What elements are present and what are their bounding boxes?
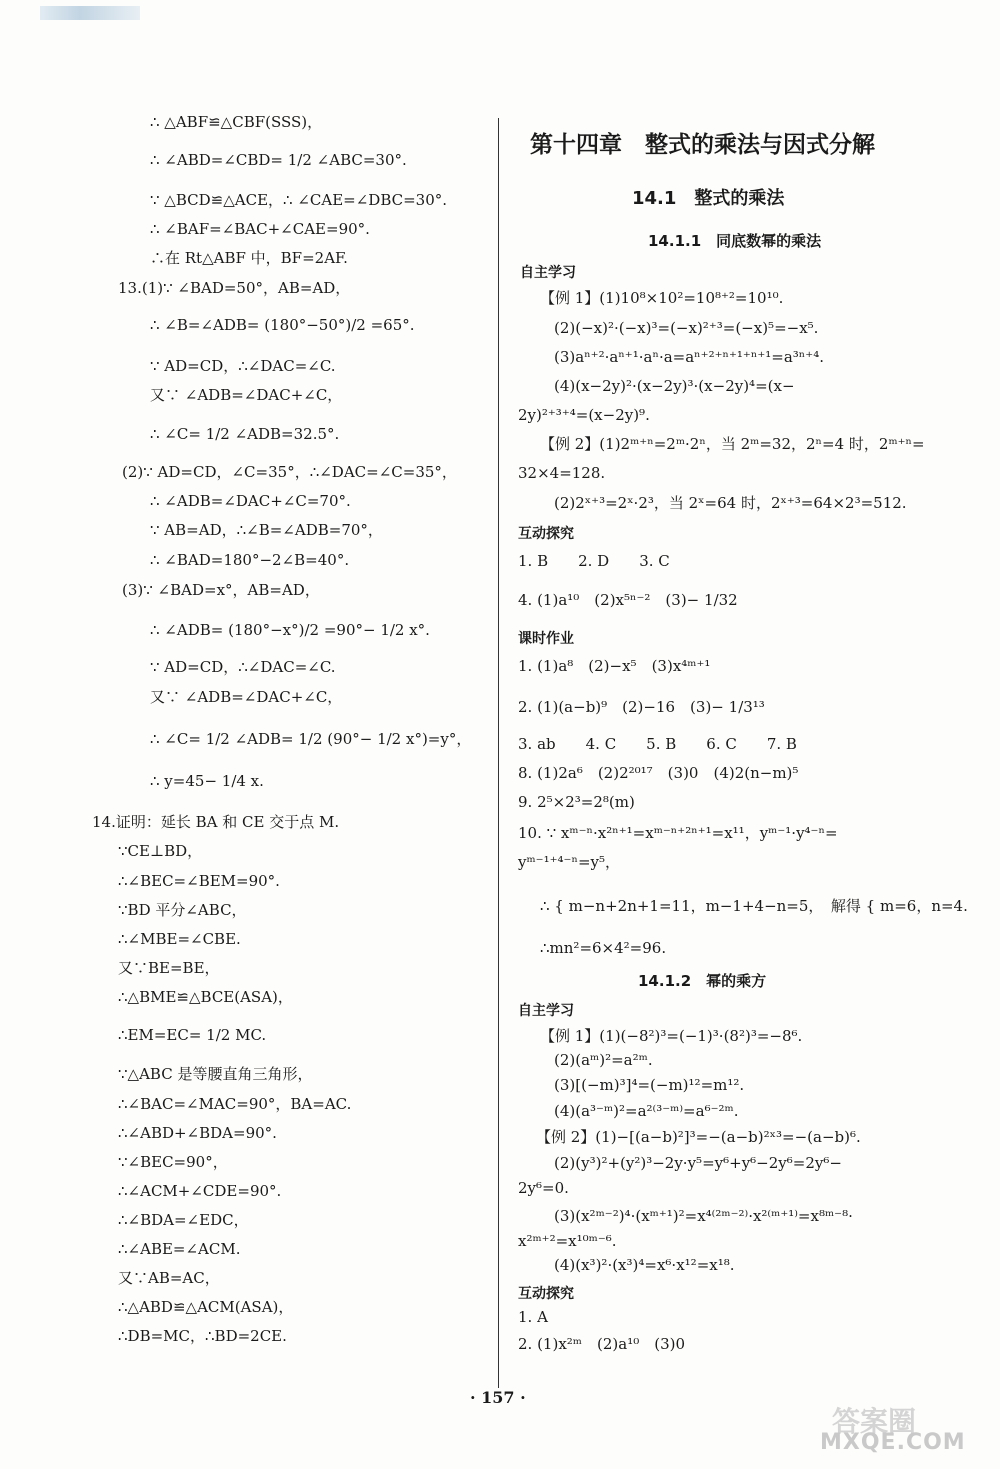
left-line: 又∵BE=BE，	[118, 959, 220, 977]
left-line: 13.(1)∵ ∠BAD=50°，AB=AD，	[118, 279, 351, 297]
right-line: 【例 2】(1)−[(a−b)²]³=−(a−b)²ˣ³=−(a−b)⁶.	[536, 1128, 861, 1146]
left-line: ∴ y=45− 1/4 x.	[150, 772, 264, 790]
right-line: 3. ab 4. C 5. B 6. C 7. B	[518, 735, 797, 753]
left-line: ∴∠ACM+∠CDE=90°.	[118, 1182, 282, 1200]
page-number: · 157 ·	[470, 1388, 526, 1407]
left-line: ∵ AD=CD，∴∠DAC=∠C.	[150, 357, 336, 375]
section-label: 自主学习	[520, 265, 576, 281]
right-line: (3)aⁿ⁺²·aⁿ⁺¹·aⁿ·a=aⁿ⁺²⁺ⁿ⁺¹⁺ⁿ⁺¹=a³ⁿ⁺⁴.	[554, 348, 824, 366]
right-line: (4)(x−2y)²·(x−2y)³·(x−2y)⁴=(x−	[554, 377, 795, 395]
left-line: ∵△ABC 是等腰直角三角形，	[118, 1065, 313, 1083]
left-line: ∴∠BDA=∠EDC，	[118, 1211, 249, 1229]
section-label: 课时作业	[518, 631, 574, 647]
left-line: ∴∠MBE=∠CBE.	[118, 930, 241, 948]
right-line: 8. (1)2a⁶ (2)2²⁰¹⁷ (3)0 (4)2(n−m)⁵	[518, 764, 799, 782]
section-label: 互动探究	[518, 1286, 574, 1302]
left-line: ∴ ∠ABD=∠CBD= 1/2 ∠ABC=30°.	[150, 151, 407, 169]
watermark-site: MXQE.COM	[820, 1430, 966, 1455]
right-line: 2y⁶=0.	[518, 1179, 569, 1197]
left-line: ∴∠BAC=∠MAC=90°，BA=AC.	[118, 1095, 352, 1113]
left-line: 又∵ ∠ADB=∠DAC+∠C，	[150, 386, 343, 404]
left-line: ∵ △BCD≌△ACE，∴ ∠CAE=∠DBC=30°.	[150, 191, 448, 209]
right-line: (2)(aᵐ)²=a²ᵐ.	[554, 1051, 653, 1069]
right-line: (2)2ˣ⁺³=2ˣ·2³，当 2ˣ=64 时，2ˣ⁺³=64×2³=512.	[554, 494, 907, 512]
right-line: x²ᵐ⁺²=x¹⁰ᵐ⁻⁶.	[518, 1232, 617, 1250]
left-line: ∴在 Rt△ABF 中，BF=2AF.	[150, 249, 348, 267]
section-label: 自主学习	[518, 1003, 574, 1019]
right-line: 1. (1)a⁸ (2)−x⁵ (3)x⁴ᵐ⁺¹	[518, 657, 711, 675]
right-line: 【例 1】(1)10⁸×10²=10⁸⁺²=10¹⁰.	[540, 289, 784, 307]
right-line: ∴mn²=6×4²=96.	[540, 939, 667, 957]
left-line: 14.证明：延长 BA 和 CE 交于点 M.	[92, 813, 340, 831]
watermark	[820, 1400, 980, 1460]
left-line: ∴△BME≌△BCE(ASA)，	[118, 988, 293, 1006]
subsection-title: 14.1.2 幂的乘方	[638, 972, 767, 990]
left-line: ∴ ∠C= 1/2 ∠ADB=32.5°.	[150, 425, 340, 443]
right-line: (4)(x³)²·(x³)⁴=x⁶·x¹²=x¹⁸.	[554, 1256, 735, 1274]
right-line: 10. ∵ xᵐ⁻ⁿ·x²ⁿ⁺¹=xᵐ⁻ⁿ⁺²ⁿ⁺¹=x¹¹，yᵐ⁻¹·y⁴⁻ⁿ=	[518, 824, 838, 842]
section-label: 互动探究	[518, 526, 574, 542]
right-line: 1. B 2. D 3. C	[518, 552, 670, 570]
right-line: (3)[(−m)³]⁴=(−m)¹²=m¹².	[554, 1076, 745, 1094]
chapter-title: 第十四章 整式的乘法与因式分解	[530, 132, 875, 158]
right-line: 2. (1)x²ᵐ (2)a¹⁰ (3)0	[518, 1335, 686, 1353]
subsection-title: 14.1.1 同底数幂的乘法	[648, 232, 822, 250]
left-line: ∴EM=EC= 1/2 MC.	[118, 1026, 267, 1044]
left-line: 又∵ ∠ADB=∠DAC+∠C，	[150, 688, 343, 706]
right-line: 4. (1)a¹⁰ (2)x⁵ⁿ⁻² (3)− 1/32	[518, 591, 738, 609]
right-line: 1. A	[518, 1308, 548, 1326]
left-line: ∴ △ABF≌△CBF(SSS)，	[150, 113, 323, 131]
right-line: (4)(a³⁻ᵐ)²=a²⁽³⁻ᵐ⁾=a⁶⁻²ᵐ.	[554, 1102, 739, 1120]
left-line: ∴∠ABE=∠ACM.	[118, 1240, 241, 1258]
left-line: (3)∵ ∠BAD=x°，AB=AD，	[122, 581, 320, 599]
left-line: ∴ ∠B=∠ADB= (180°−50°)/2 =65°.	[150, 316, 415, 334]
column-divider	[498, 118, 499, 1388]
section-title: 14.1 整式的乘法	[632, 188, 785, 209]
right-line: ∴ { m−n+2n+1=11，m−1+4−n=5， 解得 { m=6，n=4.	[540, 897, 968, 915]
right-line: 2y)²⁺³⁺⁴=(x−2y)⁹.	[518, 406, 650, 424]
left-line: ∵BD 平分∠ABC，	[118, 901, 247, 919]
right-line: yᵐ⁻¹⁺⁴⁻ⁿ=y⁵，	[518, 853, 620, 871]
left-line: ∴ ∠ADB=∠DAC+∠C=70°.	[150, 492, 351, 510]
left-line: ∴△ABD≌△ACM(ASA)，	[118, 1298, 294, 1316]
corner-decoration	[40, 6, 140, 20]
left-line: ∴∠ABD+∠BDA=90°.	[118, 1124, 277, 1142]
left-line: (2)∵ AD=CD，∠C=35°，∴∠DAC=∠C=35°，	[122, 463, 457, 481]
watermark-logo: 答案圈	[832, 1405, 917, 1438]
left-line: ∵ AD=CD，∴∠DAC=∠C.	[150, 658, 336, 676]
left-line: ∵CE⊥BD，	[118, 842, 203, 860]
right-line: (3)(x²ᵐ⁻²)⁴·(xᵐ⁺¹)²=x⁴⁽²ᵐ⁻²⁾·x²⁽ᵐ⁺¹⁾=x⁸ᵐ⁻⁸·	[554, 1207, 853, 1225]
left-line: ∴∠BEC=∠BEM=90°.	[118, 872, 280, 890]
left-line: ∴ ∠BAD=180°−2∠B=40°.	[150, 551, 350, 569]
left-line: ∴ ∠ADB= (180°−x°)/2 =90°− 1/2 x°.	[150, 621, 430, 639]
right-line: 【例 2】(1)2ᵐ⁺ⁿ=2ᵐ·2ⁿ，当 2ᵐ=32，2ⁿ=4 时，2ᵐ⁺ⁿ=	[540, 435, 925, 453]
left-line: ∴DB=MC，∴BD=2CE.	[118, 1327, 287, 1345]
right-line: 32×4=128.	[518, 464, 606, 482]
left-line: ∴ ∠BAF=∠BAC+∠CAE=90°.	[150, 220, 370, 238]
right-line: (2)(−x)²·(−x)³=(−x)²⁺³=(−x)⁵=−x⁵.	[554, 319, 819, 337]
right-line: 2. (1)(a−b)⁹ (2)−16 (3)− 1/3¹³	[518, 698, 765, 716]
right-line: 9. 2⁵×2³=2⁸(m)	[518, 793, 635, 811]
left-line: ∵∠BEC=90°，	[118, 1153, 228, 1171]
left-line: ∴ ∠C= 1/2 ∠ADB= 1/2 (90°− 1/2 x°)=y°，	[150, 730, 472, 748]
left-line: 又∵AB=AC，	[118, 1269, 220, 1287]
left-line: ∵ AB=AD，∴∠B=∠ADB=70°，	[150, 521, 383, 539]
right-line: 【例 1】(1)(−8²)³=(−1)³·(8²)³=−8⁶.	[540, 1027, 803, 1045]
right-line: (2)(y³)²+(y²)³−2y·y⁵=y⁶+y⁶−2y⁶=2y⁶−	[554, 1154, 842, 1172]
